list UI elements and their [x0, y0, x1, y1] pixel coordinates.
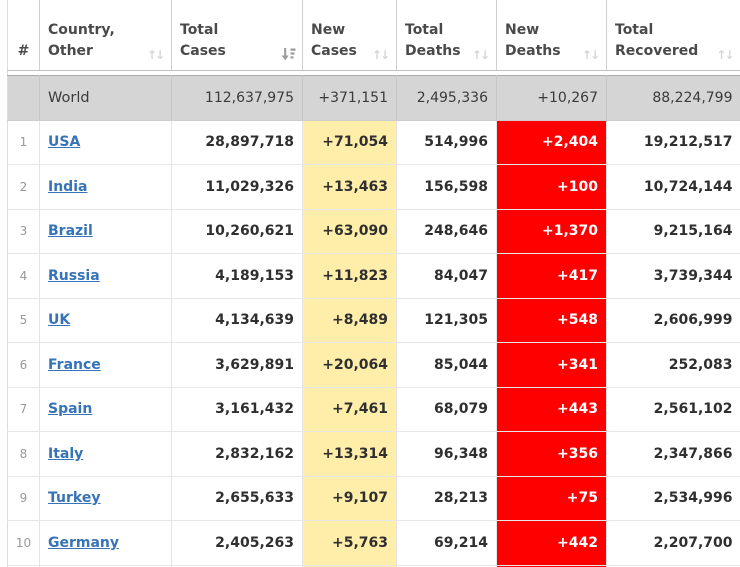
- world-new-deaths: +10,267: [497, 76, 607, 121]
- new-cases-cell: +8,489: [303, 298, 397, 343]
- table-row: [8, 387, 740, 432]
- total-deaths-cell: 514,996: [397, 120, 497, 165]
- col-header-total-cases[interactable]: [172, 0, 303, 71]
- table-header: [8, 0, 740, 71]
- table-row: [8, 298, 740, 343]
- world-total-recovered: 88,224,799: [607, 76, 740, 121]
- new-deaths-cell: +356: [497, 432, 607, 477]
- new-cases-cell: +7,461: [303, 387, 397, 432]
- new-deaths-cell: +548: [497, 298, 607, 343]
- total-cases-cell: 4,189,153: [172, 254, 303, 299]
- col-header-rank[interactable]: [8, 0, 40, 71]
- total-recovered-cell: 3,739,344: [607, 254, 740, 299]
- total-cases-cell: 4,134,639: [172, 298, 303, 343]
- total-deaths-cell: 156,598: [397, 165, 497, 210]
- col-label-rank: #: [17, 43, 30, 59]
- new-deaths-cell: +100: [497, 165, 607, 210]
- col-header-total-deaths[interactable]: [397, 0, 497, 71]
- new-cases-cell: +63,090: [303, 209, 397, 254]
- col-label-total-recovered: Total Recovered: [615, 22, 699, 59]
- new-cases-cell: +20,064: [303, 343, 397, 388]
- new-cases-cell: +9,107: [303, 476, 397, 521]
- total-cases-cell: 2,832,162: [172, 432, 303, 477]
- total-deaths-cell: 69,214: [397, 521, 497, 566]
- total-recovered-cell: 2,207,700: [607, 521, 740, 566]
- total-recovered-cell: 2,561,102: [607, 387, 740, 432]
- new-deaths-cell: +442: [497, 521, 607, 566]
- new-deaths-cell: +1,370: [497, 209, 607, 254]
- total-recovered-cell: 19,212,517: [607, 120, 740, 165]
- country-link[interactable]: Italy: [48, 445, 84, 462]
- country-cell: [40, 521, 172, 566]
- new-deaths-cell: +2,404: [497, 120, 607, 165]
- country-cell: [40, 120, 172, 165]
- sort-both-icon[interactable]: ↑↓: [471, 47, 488, 62]
- total-deaths-cell: 68,079: [397, 387, 497, 432]
- total-cases-cell: 28,897,718: [172, 120, 303, 165]
- total-recovered-cell: 10,724,144: [607, 165, 740, 210]
- col-header-new-deaths[interactable]: [497, 0, 607, 71]
- world-summary-row: [8, 76, 740, 121]
- col-label-total-cases: Total Cases: [180, 22, 226, 59]
- country-cell: [40, 254, 172, 299]
- rank-cell: 1: [8, 120, 40, 165]
- col-header-country[interactable]: [40, 0, 172, 71]
- sort-both-icon[interactable]: ↑↓: [371, 47, 388, 62]
- world-new-cases: +371,151: [303, 76, 397, 121]
- total-cases-cell: 10,260,621: [172, 209, 303, 254]
- rank-cell: 10: [8, 521, 40, 566]
- world-label: World: [40, 76, 172, 121]
- col-label-country: Country, Other: [48, 22, 115, 59]
- new-deaths-cell: +443: [497, 387, 607, 432]
- country-link[interactable]: Brazil: [48, 223, 93, 240]
- col-header-new-cases[interactable]: [303, 0, 397, 71]
- rank-cell: 5: [8, 298, 40, 343]
- total-cases-cell: 3,161,432: [172, 387, 303, 432]
- table-row: [8, 521, 740, 566]
- new-cases-cell: +71,054: [303, 120, 397, 165]
- new-deaths-cell: +75: [497, 476, 607, 521]
- country-cell: [40, 343, 172, 388]
- covid-country-table: [7, 0, 740, 567]
- sort-both-icon[interactable]: ↑↓: [581, 47, 598, 62]
- table-row: [8, 476, 740, 521]
- total-deaths-cell: 248,646: [397, 209, 497, 254]
- col-label-new-deaths: New Deaths: [505, 22, 561, 59]
- table-row: [8, 209, 740, 254]
- country-link[interactable]: Germany: [48, 534, 120, 551]
- rank-cell: 2: [8, 165, 40, 210]
- table-row: [8, 343, 740, 388]
- country-link[interactable]: France: [48, 356, 101, 373]
- country-cell: [40, 432, 172, 477]
- rank-cell: 7: [8, 387, 40, 432]
- new-cases-cell: +11,823: [303, 254, 397, 299]
- world-total-deaths: 2,495,336: [397, 76, 497, 121]
- total-deaths-cell: 121,305: [397, 298, 497, 343]
- total-deaths-cell: 28,213: [397, 476, 497, 521]
- table-row: [8, 165, 740, 210]
- country-cell: [40, 298, 172, 343]
- country-cell: [40, 165, 172, 210]
- rank-cell: 4: [8, 254, 40, 299]
- country-link[interactable]: India: [48, 178, 88, 195]
- sort-both-icon[interactable]: ↑↓: [146, 47, 163, 62]
- table-row: [8, 254, 740, 299]
- new-deaths-cell: +417: [497, 254, 607, 299]
- world-total-cases: 112,637,975: [172, 76, 303, 121]
- total-deaths-cell: 85,044: [397, 343, 497, 388]
- total-recovered-cell: 9,215,164: [607, 209, 740, 254]
- country-link[interactable]: Russia: [48, 267, 100, 284]
- new-cases-cell: +5,763: [303, 521, 397, 566]
- total-recovered-cell: 2,606,999: [607, 298, 740, 343]
- country-link[interactable]: Turkey: [48, 490, 101, 507]
- country-link[interactable]: UK: [48, 312, 71, 329]
- rank-cell: 9: [8, 476, 40, 521]
- total-recovered-cell: 2,347,866: [607, 432, 740, 477]
- col-label-total-deaths: Total Deaths: [405, 22, 461, 59]
- table-row: [8, 432, 740, 477]
- sort-both-icon[interactable]: ↑↓: [716, 47, 733, 62]
- total-recovered-cell: 252,083: [607, 343, 740, 388]
- total-cases-cell: 11,029,326: [172, 165, 303, 210]
- new-cases-cell: +13,463: [303, 165, 397, 210]
- country-cell: [40, 476, 172, 521]
- table-row: [8, 120, 740, 165]
- rank-cell: [8, 76, 40, 121]
- country-link[interactable]: USA: [48, 134, 81, 151]
- country-cell: [40, 387, 172, 432]
- total-cases-cell: 3,629,891: [172, 343, 303, 388]
- col-label-new-cases: New Cases: [311, 22, 357, 59]
- new-deaths-cell: +341: [497, 343, 607, 388]
- total-recovered-cell: 2,534,996: [607, 476, 740, 521]
- total-deaths-cell: 84,047: [397, 254, 497, 299]
- country-link[interactable]: Spain: [48, 401, 93, 418]
- new-cases-cell: +13,314: [303, 432, 397, 477]
- table-body: [8, 71, 740, 567]
- col-header-total-recovered[interactable]: [607, 0, 740, 71]
- rank-cell: 3: [8, 209, 40, 254]
- rank-cell: 6: [8, 343, 40, 388]
- total-deaths-cell: 96,348: [397, 432, 497, 477]
- total-cases-cell: 2,655,633: [172, 476, 303, 521]
- total-cases-cell: 2,405,263: [172, 521, 303, 566]
- rank-cell: 8: [8, 432, 40, 477]
- sort-descending-icon[interactable]: [281, 47, 296, 61]
- country-cell: [40, 209, 172, 254]
